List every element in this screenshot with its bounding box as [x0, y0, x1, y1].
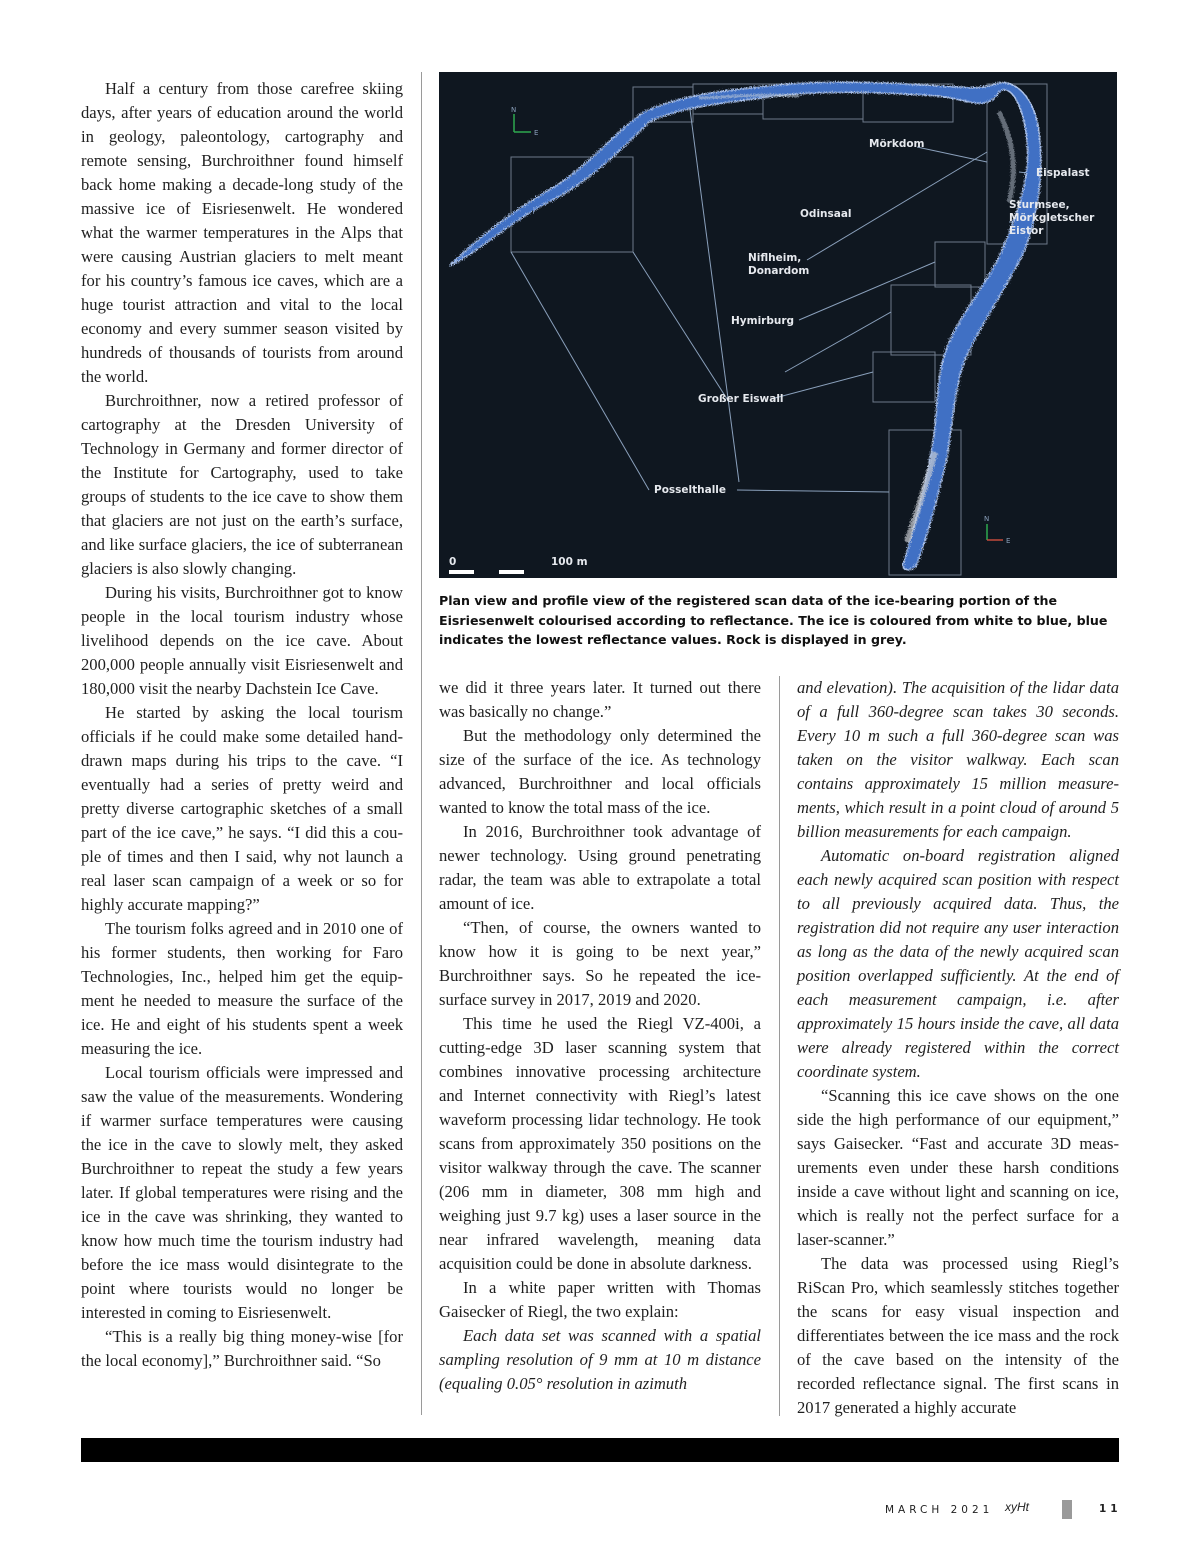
col1-paragraph-1: Half a century from those carefree skiing days, after years of education around the world in geology, paleontology, cartography and remote sensing, Burchroithner found himself back home making a decade-long study of the massive ice of Eisriesenwelt. He wondered what the warmer temperatures in the Alps that were causing Austrian glaciers to melt meant for his country’s famous ice caves, which are a huge tourist attraction and vital to the local economy and every summer season visited by hundreds of thousands of tourists from around the world.	[81, 79, 403, 386]
cave-scan-map	[439, 72, 1117, 578]
label-morkgletscher: Mörkgletscher	[1009, 212, 1095, 224]
col2-paragraph-2: But the methodology only determined the size of the surface of the ice. As technology advanced, Burchroithner and local officials wanted to know the total mass of the ice.	[439, 726, 761, 817]
col1-paragraph-7: “This is a really big thing money-wise [for the local economy],” Burchroithner said. “So	[81, 1327, 403, 1370]
col3-paragraph-2: Automatic on-board registration aligned each newly acquired scan position with respect to all previously acquired data. Thus, the registration did not require any user interaction as long as the data of the newly acquired scan position overlapped sufficiently. At the end of each measurement campaign, i.e. after approximately 15 hours inside the cave, all data were already registered within the correct coordinate system.	[797, 846, 1119, 1081]
col3-paragraph-4: The data was processed using Riegl’s RiScan Pro, which seamlessly stitches together the scans for easy visual inspection and differentiates between the ice mass and the rock of the cave based on the intensity of the recorded reflectance signal. The first scans in 2017 generated a highly accurate	[797, 1254, 1119, 1417]
label-eistor: Eistor	[1009, 225, 1044, 237]
page-footer	[0, 1500, 1200, 1524]
label-morkdom: Mörkdom	[869, 138, 925, 150]
footer-issue-date: MARCH 2021	[885, 1504, 994, 1516]
column-divider-2	[779, 676, 780, 1416]
label-donardom: Donardom	[748, 265, 810, 277]
col1-paragraph-6: Local tourism officials were impressed and saw the value of the measurements. Wondering if warmer surface temperatures were causing the ice in the cave to slowly melt, they asked Burchroithner to repeat the study a few years later. If global temperatures were rising and the ice in the cave was shrinking, they wanted to know how much time the tourism industry had before the ice mass would disintegrate to the point where tourists would no longer be interested in coming to Eisriesenwelt.	[81, 1063, 403, 1322]
article-column-1	[81, 77, 403, 1373]
col2-paragraph-5: This time he used the Riegl VZ-400i, a cutting-edge 3D laser scanning system that combines innovative processing architecture and Internet connectivity with Riegl’s latest waveform processing lidar technology. He took scans from approximately 350 positions on the visitor walkway through the cave. The scanner (206 mm in diameter, 308 mm high and weighing just 9.7 kg) uses a laser source in the near infrared wavelength, meaning data acquisition could be done in absolute darkness.	[439, 1014, 761, 1273]
footer-grey-block	[1062, 1500, 1072, 1519]
label-odinsaal: Odinsaal	[800, 208, 852, 220]
axis-n-label-bottom: N	[984, 515, 990, 523]
footer-magazine-name: xyHt	[1005, 1500, 1029, 1514]
col1-paragraph-4: He started by asking the local tourism officials if he could make some detailed hand-drawn maps during his trips to the cave. “I eventually had a series of pretty weird and pretty diverse cartographic sketches of a small part of the ice cave,” he says. “I did this a couple of times and then I said, why not launch a real laser scan campaign of a week or so for highly accurate mapping?”	[81, 703, 403, 914]
axis-e-label-bottom: E	[1006, 537, 1011, 545]
column-divider-1	[421, 72, 422, 1415]
figure-caption: Plan view and profile view of the registered scan data of the ice-bearing portion of the Eisriesenwelt colourised according to reflectance. The ice is coloured from white to blue, blue indicates the lowest reflectance values. Rock is displayed in grey.	[439, 593, 1108, 647]
col1-paragraph-5: The tourism folks agreed and in 2010 one of his former students, then working for Faro Technologies, Inc., helped him get the equipment he needed to measure the surface of the ice. He and eight of his students spent a week measuring the ice.	[81, 919, 403, 1058]
col2-paragraph-4: “Then, of course, the owners wanted to know how it is going to be next year,” Burchroithner says. So he repeated the ice-surface survey in 2017, 2019 and 2020.	[439, 918, 761, 1009]
label-niflheim: Niflheim,	[748, 252, 802, 264]
label-grosser-eiswall: Großer Eiswall	[698, 393, 784, 405]
col2-paragraph-7: Each data set was scanned with a spatial sampling resolution of 9 mm at 10 m distance (equaling 0.05° resolution in azimuth	[439, 1326, 761, 1393]
col3-paragraph-1: and elevation). The acquisition of the lidar data of a full 360-degree scan takes 30 seconds. Every 10 m such a full 360-degree scan was taken on the visitor walkway. Each scan contains approximately 15 million measurements, which result in a point cloud of around 5 billion measurements for each campaign.	[797, 678, 1119, 841]
col3-paragraph-3: “Scanning this ice cave shows on the one side the high performance of our equipment,” says Gaisecker. “Fast and accurate 3D measurements even under these harsh conditions inside a cave without light and scanning on ice, which is really not the perfect surface for a laser-scanner.”	[797, 1086, 1119, 1249]
scale-label: 100 m	[551, 556, 588, 568]
col2-paragraph-1: we did it three years later. It turned out there was basically no change.”	[439, 678, 761, 721]
footer-black-bar	[81, 1438, 1119, 1462]
article-column-3	[797, 676, 1119, 1420]
article-column-2	[439, 676, 761, 1396]
label-eispalast: Eispalast	[1036, 167, 1090, 179]
col2-paragraph-3: In 2016, Burchroithner took advantage of newer technology. Using ground penetrating radar, the team was able to extrapolate a total amount of ice.	[439, 822, 761, 913]
col2-paragraph-6: In a white paper written with Thomas Gaisecker of Riegl, the two explain:	[439, 1278, 761, 1321]
page-number: 11	[1099, 1503, 1122, 1515]
scale-zero: 0	[449, 556, 457, 568]
col1-paragraph-3: During his visits, Burchroithner got to know people in the local tourism industry whose livelihood depends on the ice cave. About 200,000 people annually visit Eisriesenwelt and 180,000 visit the nearby Dachstein Ice Cave.	[81, 583, 403, 698]
label-sturmsee: Sturmsee,	[1009, 199, 1070, 211]
axis-e-label-top: E	[534, 129, 539, 137]
label-posselthalle: Posselthalle	[654, 484, 727, 496]
col1-paragraph-2: Burchroithner, now a retired professor of cartography at the Dresden University of Technology in Germany and former director of the Institute for Cartography, used to take groups of students to the ice cave to show them that glaciers are not just on the earth’s surface, and like surface glaciers, the ice of subterranean glaciers is also slowly changing.	[81, 391, 403, 578]
label-hymirburg: Hymirburg	[731, 315, 795, 327]
axis-n-label: N	[511, 106, 517, 114]
cave-scan-figure	[439, 72, 1117, 578]
